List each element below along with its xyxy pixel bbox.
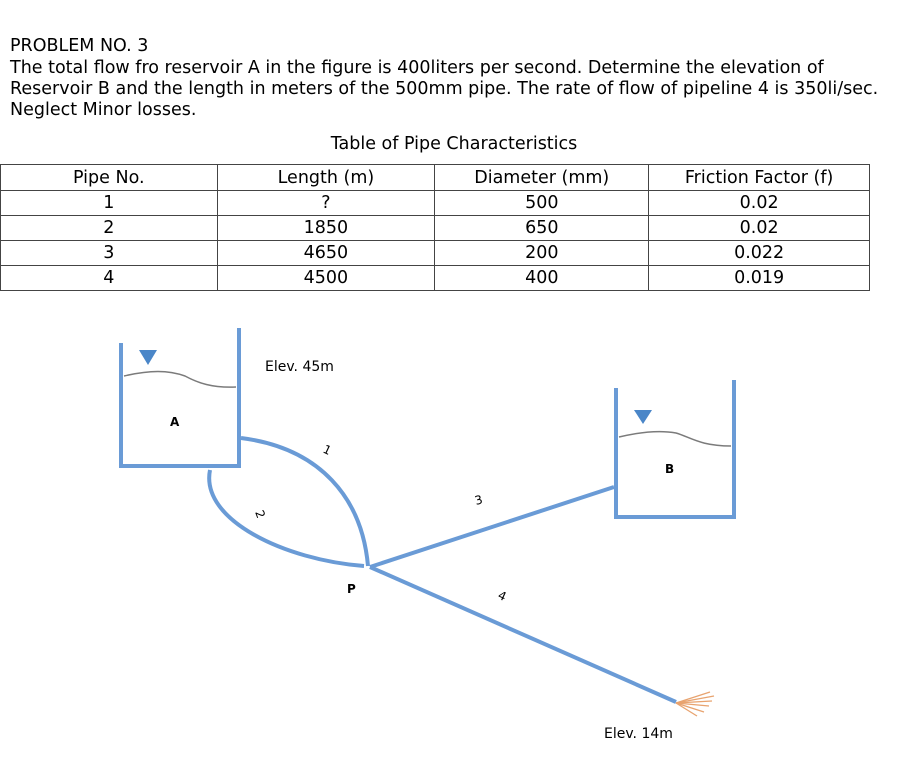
reservoir-b-label: B	[665, 462, 675, 476]
cell-pipe-no: 4	[1, 266, 218, 291]
pipe-network-figure	[0, 300, 908, 765]
cell-friction-factor: 0.02	[649, 216, 870, 241]
pipe-2	[209, 470, 364, 566]
reservoir-a-label: A	[170, 415, 180, 429]
cell-pipe-no: 3	[1, 241, 218, 266]
reservoir-b	[616, 380, 734, 517]
cell-pipe-no: 1	[1, 191, 218, 216]
cell-diameter: 400	[435, 266, 649, 291]
table-caption: Table of Pipe Characteristics	[330, 134, 578, 154]
header-length: Length (m)	[217, 165, 435, 191]
pipe-4-label: 4	[495, 588, 509, 604]
pipe-3-label: 3	[473, 492, 485, 508]
cell-diameter: 500	[435, 191, 649, 216]
pipe-3	[370, 487, 614, 567]
reservoir-a-tank	[121, 328, 239, 466]
table-header-row	[1, 165, 870, 191]
header-friction-factor: Friction Factor (f)	[649, 165, 870, 191]
cell-friction-factor: 0.02	[649, 191, 870, 216]
cell-pipe-no: 2	[1, 216, 218, 241]
header-pipe-no: Pipe No.	[1, 165, 218, 191]
table-row	[1, 191, 870, 216]
junction-label: P	[347, 582, 356, 596]
reservoir-a-elevation: Elev. 45m	[265, 359, 334, 375]
header-diameter: Diameter (mm)	[435, 165, 649, 191]
cell-diameter: 650	[435, 216, 649, 241]
pipe-1	[241, 438, 368, 566]
problem-statement: The total flow fro reservoir A in the figure is 400liters per second. Determine the elevation of Reservoir B and the length in meters of the 500mm pipe. The rate of flow of pipeline 4 is 350li/sec. Neglect Minor losses.	[10, 58, 879, 120]
problem-heading: PROBLEM NO. 3	[10, 36, 149, 56]
reservoir-a-water-line	[124, 372, 236, 388]
table-row	[1, 241, 870, 266]
pipe-characteristics-table	[0, 164, 870, 291]
outlet-spray-icon	[676, 692, 714, 716]
cell-length: ?	[217, 191, 435, 216]
reservoir-b-tank	[616, 380, 734, 517]
reservoir-a	[121, 328, 239, 466]
pipe-4	[370, 567, 676, 702]
pipe-1-label: 1	[320, 442, 334, 458]
cell-length: 4650	[217, 241, 435, 266]
water-surface-marker-icon	[634, 410, 652, 424]
cell-length: 1850	[217, 216, 435, 241]
cell-friction-factor: 0.022	[649, 241, 870, 266]
cell-length: 4500	[217, 266, 435, 291]
water-surface-marker-icon	[139, 350, 157, 365]
outlet-elevation: Elev. 14m	[604, 726, 673, 742]
pipe-2-label: 2	[252, 508, 268, 521]
table-row	[1, 266, 870, 291]
table-row	[1, 216, 870, 241]
cell-diameter: 200	[435, 241, 649, 266]
cell-friction-factor: 0.019	[649, 266, 870, 291]
reservoir-b-water-line	[619, 432, 731, 446]
